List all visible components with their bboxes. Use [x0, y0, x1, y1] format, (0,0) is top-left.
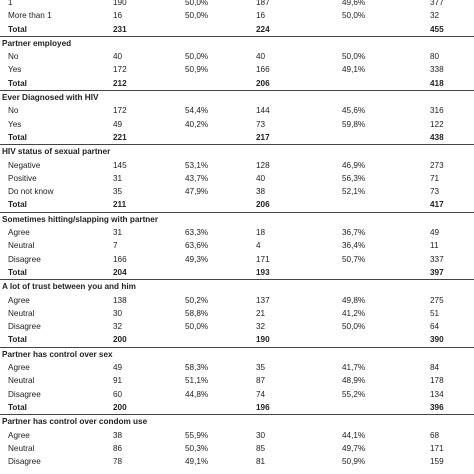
table-row [0, 320, 474, 333]
table-row [0, 429, 474, 442]
total-overall: 438 [430, 132, 444, 142]
cell-count-2: 16 [256, 11, 266, 21]
cell-percent-2: 50,7% [342, 254, 366, 264]
cell-total: 178 [430, 376, 444, 386]
cell-total: 337 [430, 254, 444, 264]
total-count-2: 217 [256, 132, 270, 142]
cell-count-2: 128 [256, 160, 270, 170]
total-label: Total [8, 24, 27, 34]
total-label: Total [8, 267, 27, 277]
total-count-2: 190 [256, 335, 270, 345]
total-count-2: 193 [256, 267, 270, 277]
cell-count-2: 74 [256, 389, 266, 399]
table-row [0, 307, 474, 320]
total-overall: 390 [430, 335, 444, 345]
cell-count-2: 40 [256, 173, 266, 183]
section-title-text: Partner has control over sex [2, 349, 113, 359]
total-row [0, 23, 474, 37]
cell-total: 80 [430, 52, 440, 62]
cell-percent-2: 46,9% [342, 160, 366, 170]
total-count-1: 231 [113, 24, 127, 34]
row-label: Agree [8, 363, 30, 373]
cell-percent-1: 58,3% [185, 363, 209, 373]
cell-percent-2: 50,0% [342, 322, 366, 332]
cell-count-2: 73 [256, 119, 266, 129]
total-count-2: 206 [256, 200, 270, 210]
cell-percent-2: 55,2% [342, 389, 366, 399]
section-title-text: HIV status of sexual partner [2, 147, 111, 157]
cell-percent-1: 44,8% [185, 389, 209, 399]
section-title-text: Partner employed [2, 38, 72, 48]
total-label: Total [8, 200, 27, 210]
cell-percent-2: 41,2% [342, 308, 366, 318]
cell-percent-2: 49,6% [342, 0, 366, 7]
row-label: Agree [8, 430, 30, 440]
cell-total: 11 [430, 241, 439, 251]
cell-percent-1: 49,1% [185, 457, 209, 467]
row-label: Positive [8, 173, 37, 183]
table-row [0, 388, 474, 401]
total-count-1: 204 [113, 267, 127, 277]
cell-count-2: 144 [256, 106, 270, 116]
cell-percent-2: 59,8% [342, 119, 366, 129]
cell-percent-2: 44,1% [342, 430, 366, 440]
cell-percent-2: 50,0% [342, 52, 366, 62]
cell-percent-1: 50,0% [185, 322, 209, 332]
cell-total: 51 [430, 308, 440, 318]
total-count-1: 221 [113, 132, 127, 142]
cell-count-1: 38 [113, 430, 123, 440]
total-row [0, 401, 474, 415]
cell-count-1: 49 [113, 119, 123, 129]
cell-count-1: 7 [113, 241, 118, 251]
row-label: Disagree [8, 322, 41, 332]
cell-percent-1: 49,3% [185, 254, 209, 264]
cell-count-1: 91 [113, 376, 123, 386]
row-label: Agree [8, 228, 30, 238]
cell-percent-2: 49,7% [342, 443, 366, 453]
cell-total: 64 [430, 322, 440, 332]
cell-count-2: 38 [256, 187, 266, 197]
cell-count-2: 85 [256, 443, 266, 453]
cell-count-1: 190 [113, 0, 127, 7]
cell-total: 159 [430, 457, 444, 467]
cell-count-2: 137 [256, 295, 270, 305]
cell-total: 49 [430, 228, 440, 238]
cell-percent-2: 36,4% [342, 241, 366, 251]
cell-count-2: 21 [256, 308, 266, 318]
cell-count-1: 32 [113, 322, 123, 332]
total-count-1: 212 [113, 78, 127, 88]
cell-total: 84 [430, 363, 440, 373]
total-row [0, 77, 474, 91]
cell-percent-1: 50,9% [185, 65, 209, 75]
cell-percent-1: 50,0% [185, 52, 209, 62]
row-label: Neutral [8, 241, 35, 251]
cell-total: 377 [430, 0, 444, 7]
table-row [0, 50, 474, 63]
table-row [0, 361, 474, 374]
cell-count-1: 172 [113, 65, 127, 75]
cell-count-1: 78 [113, 457, 123, 467]
row-label: Disagree [8, 457, 41, 467]
cell-count-1: 60 [113, 389, 123, 399]
cell-total: 71 [430, 173, 440, 183]
total-count-2: 196 [256, 402, 270, 412]
row-label: Disagree [8, 389, 41, 399]
cell-count-1: 49 [113, 363, 123, 373]
total-count-1: 200 [113, 335, 127, 345]
row-label: 1 [8, 0, 13, 7]
table-row [0, 226, 474, 239]
cell-total: 32 [430, 11, 440, 21]
cell-total: 68 [430, 430, 440, 440]
table-row [0, 159, 474, 172]
table-row [0, 104, 474, 117]
cell-total: 73 [430, 187, 440, 197]
row-label: Disagree [8, 254, 41, 264]
section-title-text: Ever Diagnosed with HIV [2, 93, 99, 103]
cell-count-1: 145 [113, 160, 127, 170]
total-count-1: 211 [113, 200, 127, 210]
cell-count-2: 18 [256, 228, 266, 238]
table-row [0, 294, 474, 307]
cell-percent-1: 50,0% [185, 0, 209, 7]
cell-count-1: 31 [113, 228, 123, 238]
cell-percent-1: 50,3% [185, 443, 209, 453]
cell-percent-2: 49,8% [342, 295, 366, 305]
cell-count-2: 187 [256, 0, 270, 7]
cell-total: 273 [430, 160, 444, 170]
table-row [0, 172, 474, 185]
row-label: More than 1 [8, 11, 52, 21]
cell-total: 275 [430, 295, 444, 305]
cell-percent-1: 40,2% [185, 119, 209, 129]
table-row [0, 374, 474, 387]
cell-count-2: 40 [256, 52, 266, 62]
cell-count-2: 81 [256, 457, 266, 467]
cell-total: 134 [430, 389, 444, 399]
cell-percent-2: 45,6% [342, 106, 366, 116]
row-label: Do not know [8, 187, 54, 197]
cell-count-1: 30 [113, 308, 123, 318]
cell-percent-1: 47,9% [185, 187, 209, 197]
row-label: Negative [8, 160, 41, 170]
table-row [0, 118, 474, 131]
cell-total: 338 [430, 65, 444, 75]
cell-percent-2: 50,0% [342, 11, 366, 21]
cell-count-2: 30 [256, 430, 266, 440]
cell-total: 171 [430, 443, 444, 453]
row-label: Yes [8, 65, 22, 75]
cell-percent-1: 50,2% [185, 295, 209, 305]
cell-percent-2: 41,7% [342, 363, 366, 373]
total-overall: 417 [430, 200, 444, 210]
total-row [0, 131, 474, 145]
row-label: Neutral [8, 376, 35, 386]
total-count-2: 206 [256, 78, 270, 88]
total-count-1: 200 [113, 402, 127, 412]
total-label: Total [8, 335, 27, 345]
total-label: Total [8, 132, 27, 142]
cell-percent-2: 36,7% [342, 228, 366, 238]
row-label: Neutral [8, 443, 35, 453]
cell-percent-2: 52,1% [342, 187, 366, 197]
total-label: Total [8, 402, 27, 412]
cell-count-2: 166 [256, 65, 270, 75]
cell-percent-1: 51,1% [185, 376, 209, 386]
row-label: No [8, 106, 19, 116]
row-label: No [8, 52, 19, 62]
section-title [0, 415, 474, 428]
section-title-text: A lot of trust between you and him [2, 282, 136, 292]
section-title [0, 37, 474, 50]
total-overall: 397 [430, 267, 444, 277]
cell-percent-2: 56,3% [342, 173, 366, 183]
cell-count-1: 138 [113, 295, 127, 305]
cell-percent-1: 63,3% [185, 228, 209, 238]
section-title [0, 213, 474, 226]
cell-count-1: 86 [113, 443, 123, 453]
table-row [0, 9, 474, 22]
row-label: Neutral [8, 308, 35, 318]
cell-percent-1: 55,9% [185, 430, 209, 440]
cell-percent-1: 63,6% [185, 241, 209, 251]
cell-percent-2: 48,9% [342, 376, 366, 386]
total-overall: 418 [430, 78, 444, 88]
total-overall: 396 [430, 402, 444, 412]
table-row [0, 185, 474, 198]
cell-total: 122 [430, 119, 444, 129]
cell-count-1: 166 [113, 254, 127, 264]
cell-count-1: 40 [113, 52, 123, 62]
row-label: Agree [8, 295, 30, 305]
table-row [0, 63, 474, 76]
table-row [0, 253, 474, 266]
total-overall: 455 [430, 24, 444, 34]
cell-count-2: 4 [256, 241, 261, 251]
cell-percent-2: 50,9% [342, 457, 366, 467]
cell-count-1: 31 [113, 173, 123, 183]
row-label: Yes [8, 119, 22, 129]
section-title [0, 348, 474, 361]
section-title-text: Sometimes hitting/slapping with partner [2, 214, 159, 224]
table-row [0, 442, 474, 455]
total-row [0, 333, 474, 347]
cell-percent-1: 50,0% [185, 11, 209, 21]
total-row [0, 198, 474, 212]
table-row [0, 239, 474, 252]
cell-percent-1: 53,1% [185, 160, 209, 170]
cell-count-1: 16 [113, 11, 123, 21]
cell-total: 316 [430, 106, 444, 116]
cell-percent-2: 49,1% [342, 65, 366, 75]
cell-count-2: 35 [256, 363, 266, 373]
total-label: Total [8, 78, 27, 88]
cell-percent-1: 54,4% [185, 106, 209, 116]
total-row [0, 266, 474, 280]
section-title [0, 145, 474, 158]
table-row [0, 455, 474, 468]
total-count-2: 224 [256, 24, 270, 34]
table-row [0, 0, 474, 9]
cell-count-1: 35 [113, 187, 123, 197]
cell-percent-1: 58,8% [185, 308, 209, 318]
section-title-text: Partner has control over condom use [2, 417, 148, 427]
section-title [0, 280, 474, 293]
cell-count-2: 87 [256, 376, 266, 386]
cell-count-2: 32 [256, 322, 266, 332]
cell-count-2: 171 [256, 254, 270, 264]
cell-count-1: 172 [113, 106, 127, 116]
section-title [0, 91, 474, 104]
cell-percent-1: 43,7% [185, 173, 209, 183]
